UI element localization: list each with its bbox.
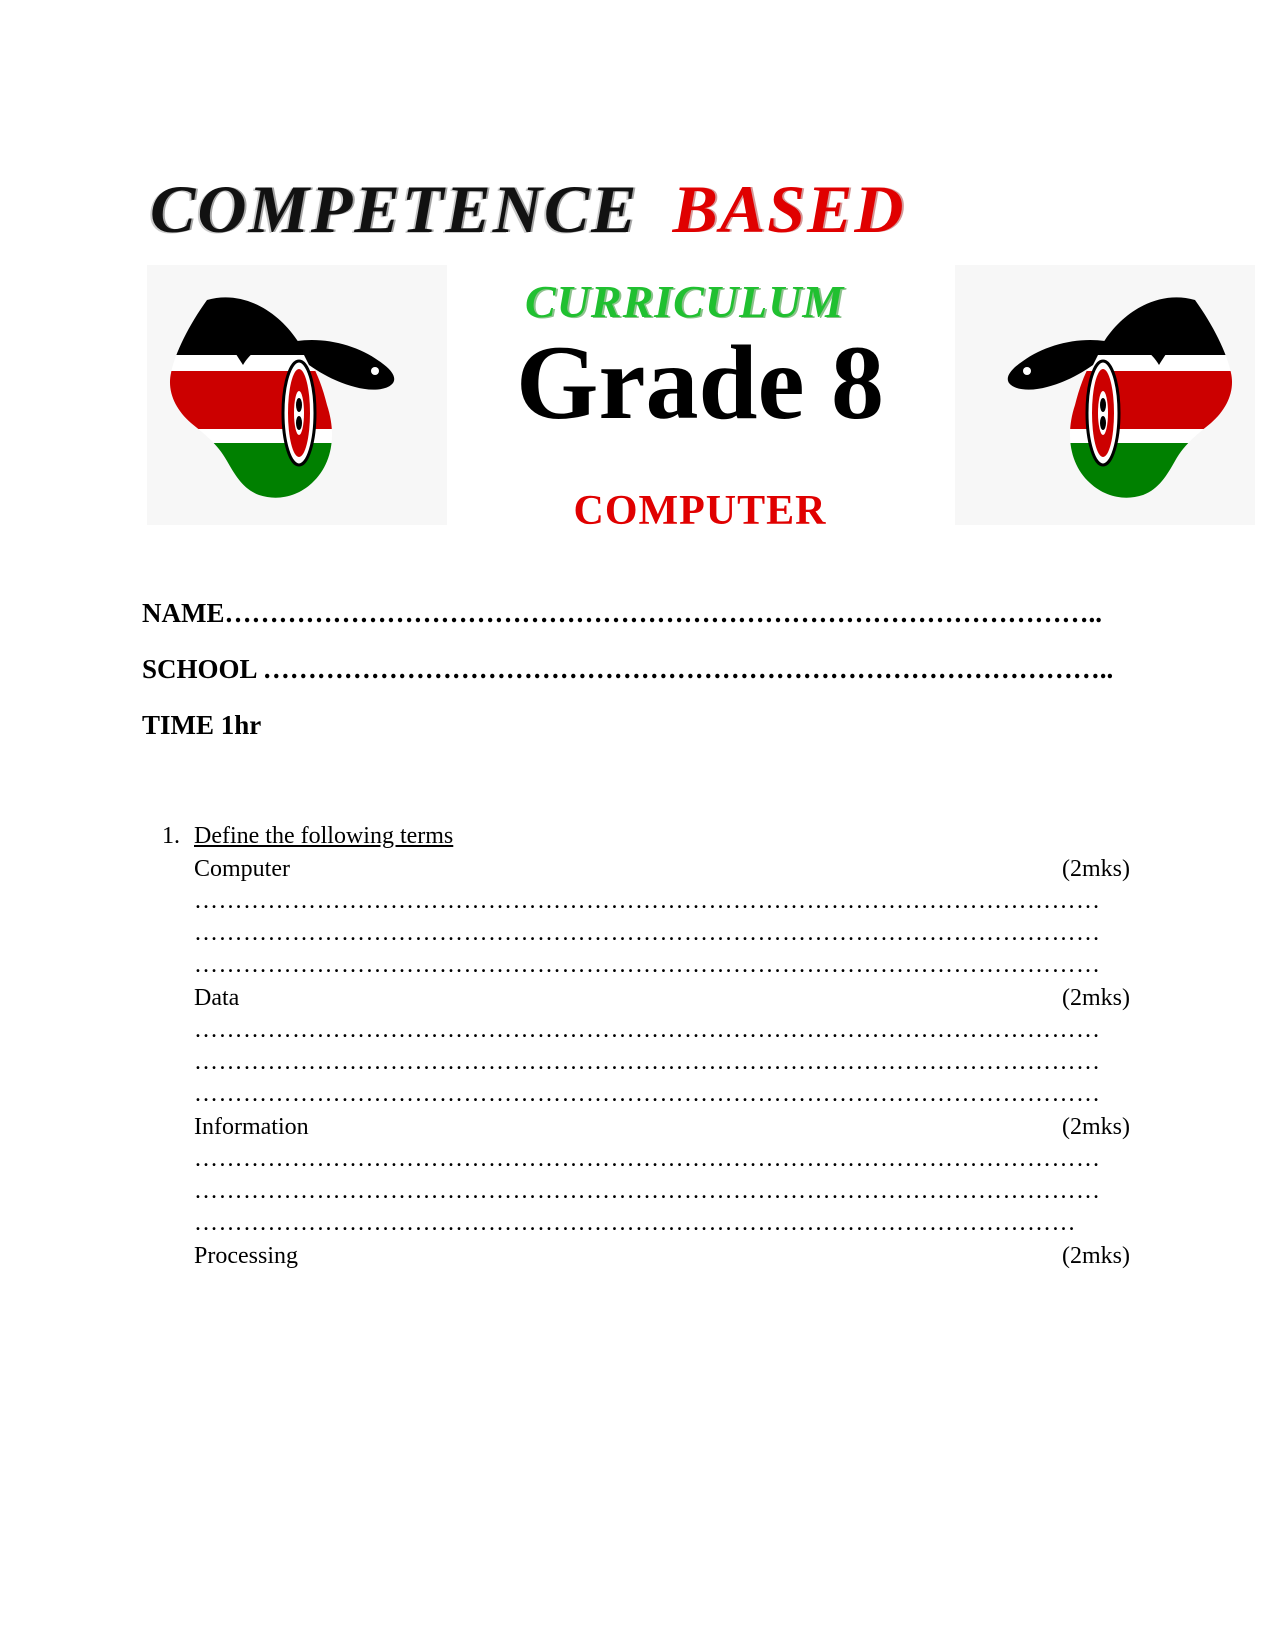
answer-line[interactable]: ………………………………………………………………………………………………… xyxy=(194,888,1101,914)
school-field-line[interactable]: SCHOOL ………………………………………………………………………………….. xyxy=(142,656,1114,683)
term-heading-row xyxy=(194,982,1132,1014)
time-allowed-line: TIME 1hr xyxy=(142,712,262,739)
term-heading-row xyxy=(194,1240,1132,1272)
term-marks: (2mks) xyxy=(1062,856,1130,882)
term-marks: (2mks) xyxy=(1062,1243,1130,1269)
term-heading-row xyxy=(194,1111,1132,1143)
kenya-dove-flag-right-image xyxy=(955,265,1255,525)
banner-word-competence: COMPETENCE xyxy=(150,171,639,247)
answer-line[interactable]: ………………………………………………………………………………………………… xyxy=(194,1049,1101,1075)
grade-title: Grade 8 xyxy=(516,324,884,441)
term-label: Processing xyxy=(194,1243,298,1269)
subject-title: COMPUTER xyxy=(573,488,827,534)
term-marks: (2mks) xyxy=(1062,985,1130,1011)
answer-line[interactable]: ………………………………………………………………………………………………… xyxy=(194,1081,1101,1107)
term-label: Data xyxy=(194,985,240,1011)
answer-line[interactable]: ………………………………………………………………………………………………… xyxy=(194,1017,1101,1043)
name-field-line[interactable]: NAME…………………………………………………………………………………….. xyxy=(142,600,1102,627)
candidate-details-block xyxy=(142,600,1132,768)
answer-line[interactable]: ………………………………………………………………………………………………… xyxy=(194,952,1101,978)
answer-line[interactable]: ………………………………………………………………………………………………… xyxy=(194,1146,1101,1172)
question-1-number: 1. xyxy=(162,823,180,849)
question-item xyxy=(194,982,1132,1110)
banner-line-one xyxy=(150,170,1230,250)
question-item xyxy=(194,1240,1132,1272)
answer-line[interactable]: ……………………………………………………………………………………………… xyxy=(194,1210,1076,1236)
question-1-stem: Define the following terms xyxy=(194,823,454,849)
banner-word-curriculum: CURRICULUM xyxy=(525,276,845,327)
question-1-block xyxy=(142,820,1132,1272)
term-marks: (2mks) xyxy=(1062,1114,1130,1140)
term-label: Information xyxy=(194,1114,309,1140)
kenya-dove-flag-left-image xyxy=(147,265,447,525)
term-heading-row xyxy=(194,853,1132,885)
question-1-body xyxy=(194,820,1132,1272)
banner-word-based: BASED xyxy=(672,171,906,247)
answer-line[interactable]: ………………………………………………………………………………………………… xyxy=(194,920,1101,946)
header-banner xyxy=(0,0,1275,570)
question-item xyxy=(194,853,1132,981)
term-label: Computer xyxy=(194,856,290,882)
question-item xyxy=(194,1111,1132,1239)
answer-line[interactable]: ………………………………………………………………………………………………… xyxy=(194,1178,1101,1204)
question-1-row xyxy=(142,820,1132,1272)
